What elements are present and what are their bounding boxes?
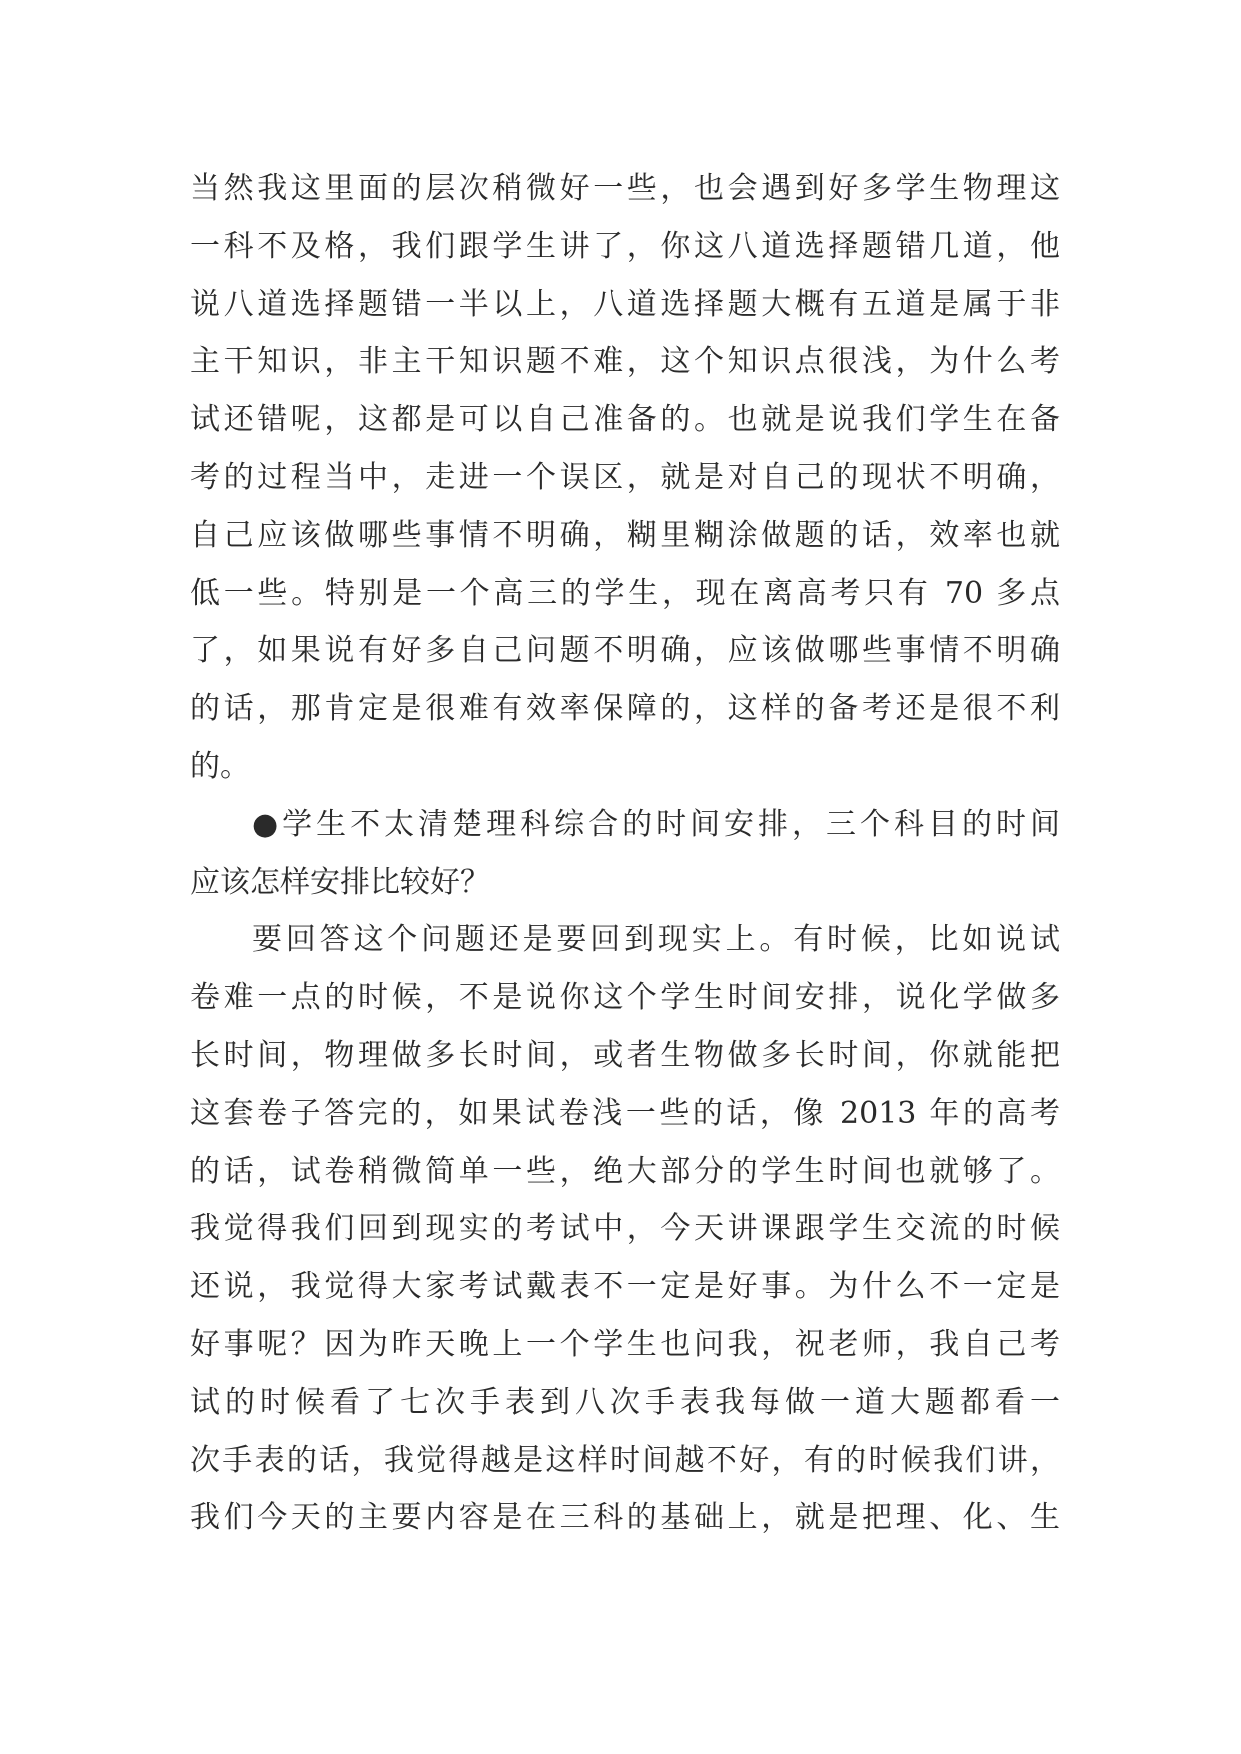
question-heading-line: 应该怎样安排比较好？ [190,864,490,900]
text-line: 的话，那肯定是很难有效率保障的，这样的备考还是很不利 [190,691,1060,727]
text-line: 主干知识，非主干知识题不难，这个知识点很浅，为什么考 [190,344,1060,380]
text-line: 低一些。特别是一个高三的学生，现在离高考只有 70 多点 [190,575,1060,611]
text-line: 要回答这个问题还是要回到现实上。有时候，比如说试 [252,922,1060,958]
text-line: 长时间，物理做多长时间，或者生物做多长时间，你就能把 [190,1037,1060,1073]
text-line: 当然我这里面的层次稍微好一些，也会遇到好多学生物理这 [190,171,1060,206]
text-line: 好事呢？因为昨天晚上一个学生也问我，祝老师，我自己考 [190,1326,1060,1362]
body-text [190,160,1060,1547]
text-line: 自己应该做哪些事情不明确，糊里糊涂做题的话，效率也就 [190,517,1060,553]
text-line: 的。 [190,748,250,784]
text-line: 考的过程当中，走进一个误区，就是对自己的现状不明确， [190,459,1060,495]
text-line: 一科不及格，我们跟学生讲了，你这八道选择题错几道，他 [190,228,1060,264]
text-line: 卷难一点的时候，不是说你这个学生时间安排，说化学做多 [190,980,1060,1016]
text-line: 这套卷子答完的，如果试卷浅一些的话，像 2013 年的高考 [190,1095,1060,1131]
question-heading-line: ●学生不太清楚理科综合的时间安排，三个科目的时间 [252,806,1060,842]
text-line: 我觉得我们回到现实的考试中，今天讲课跟学生交流的时候 [190,1211,1060,1247]
text-line: 的话，试卷稍微简单一些，绝大部分的学生时间也就够了。 [190,1153,1060,1189]
text-line: 试还错呢，这都是可以自己准备的。也就是说我们学生在备 [190,402,1060,438]
text-line: 次手表的话，我觉得越是这样时间越不好，有的时候我们讲， [190,1442,1060,1478]
text-line: 说八道选择题错一半以上，八道选择题大概有五道是属于非 [190,286,1060,322]
text-line: 我们今天的主要内容是在三科的基础上，就是把理、化、生 [190,1500,1060,1536]
text-line: 试的时候看了七次手表到八次手表我每做一道大题都看一 [190,1384,1060,1420]
text-line: 了，如果说有好多自己问题不明确，应该做哪些事情不明确 [190,633,1060,669]
text-line: 还说，我觉得大家考试戴表不一定是好事。为什么不一定是 [190,1269,1060,1305]
